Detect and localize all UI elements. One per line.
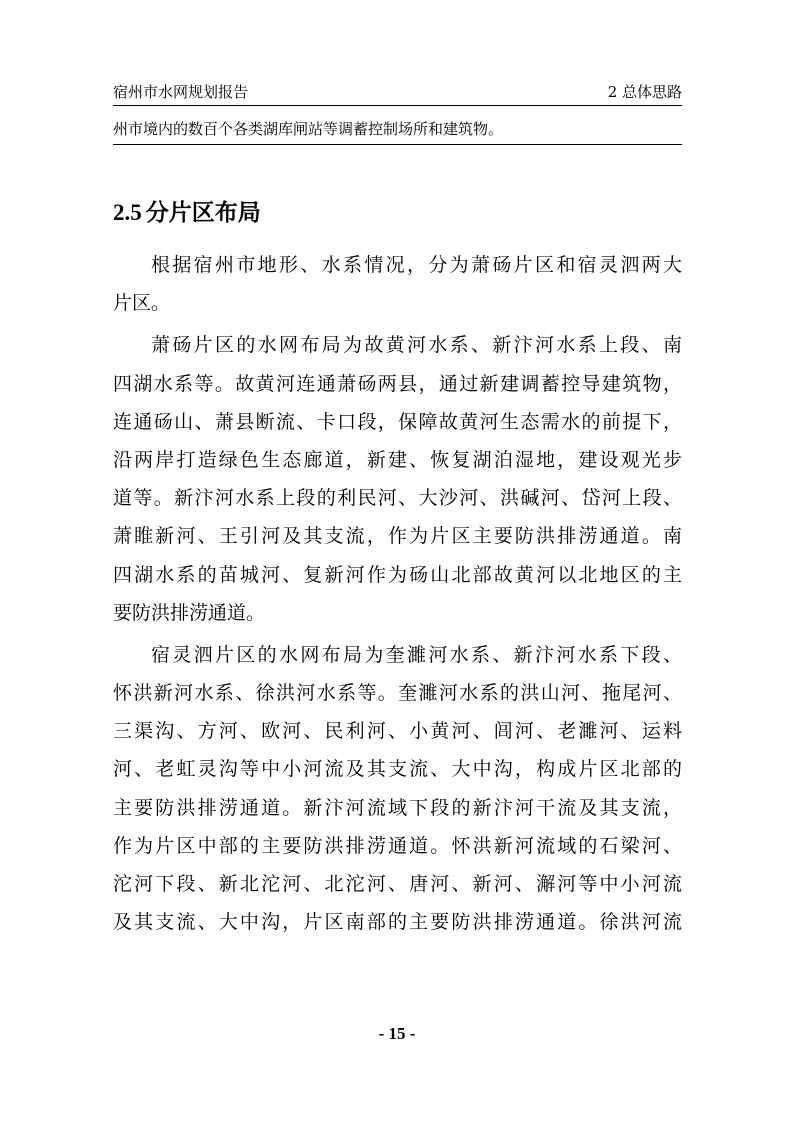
paragraph-line: 河、老虹灵沟等中小河流及其支流、大中沟，构成片区北部的	[113, 758, 682, 781]
paragraph-line: 怀洪新河水系、徐洪河水系等。奎濉河水系的洪山河、拖尾河、	[113, 682, 682, 705]
header-chapter-title: 2 总体思路	[607, 83, 682, 101]
paragraph-line: 萧睢新河、王引河及其支流，作为片区主要防洪排涝通道。南	[113, 525, 682, 548]
header-report-title: 宿州市水网规划报告	[113, 83, 249, 101]
paragraph-line: 主要防洪排涝通道。新汴河流域下段的新汴河干流及其支流，	[113, 796, 682, 819]
paragraph-line: 道等。新汴河水系上段的利民河、大沙河、洪碱河、岱河上段、	[113, 487, 682, 510]
paragraph-line: 连通砀山、萧县断流、卡口段，保障故黄河生态需水的前提下，	[113, 410, 682, 433]
running-header	[113, 81, 682, 106]
section-title: 分片区布局	[145, 200, 261, 226]
carry-over-text: 州市境内的数百个各类湖库闸站等调蓄控制场所和建筑物。	[113, 118, 682, 145]
paragraph-line: 三渠沟、方河、欧河、民利河、小黄河、闾河、老濉河、运料	[113, 720, 682, 743]
paragraph-line: 作为片区中部的主要防洪排涝通道。怀洪新河流域的石梁河、	[113, 834, 682, 857]
paragraph-line: 要防洪排涝通道。	[113, 601, 266, 624]
section-number: 2.5	[113, 200, 142, 225]
paragraph-line: 片区。	[113, 292, 171, 315]
paragraph-line: 根据宿州市地形、水系情况，分为萧砀片区和宿灵泗两大	[151, 254, 682, 276]
paragraph-line: 四湖水系的苗城河、复新河作为砀山北部故黄河以北地区的主	[113, 563, 682, 586]
paragraph-line: 萧砀片区的水网布局为故黄河水系、新汴河水系上段、南	[151, 334, 682, 357]
paragraph-line: 四湖水系等。故黄河连通萧砀两县，通过新建调蓄控导建筑物，	[113, 372, 682, 395]
paragraph-line: 宿灵泗片区的水网布局为奎濉河水系、新汴河水系下段、	[151, 643, 682, 666]
section-heading	[113, 196, 261, 230]
paragraph-line: 沱河下段、新北沱河、北沱河、唐河、新河、澥河等中小河流	[113, 873, 682, 895]
page-number: - 15 -	[378, 1024, 416, 1043]
paragraph-line: 沿两岸打造绿色生态廊道，新建、恢复湖泊湿地，建设观光步	[113, 448, 682, 471]
paragraph-line: 及其支流、大中沟，片区南部的主要防洪排涝通道。徐洪河流	[113, 911, 682, 934]
body-text	[113, 246, 682, 941]
